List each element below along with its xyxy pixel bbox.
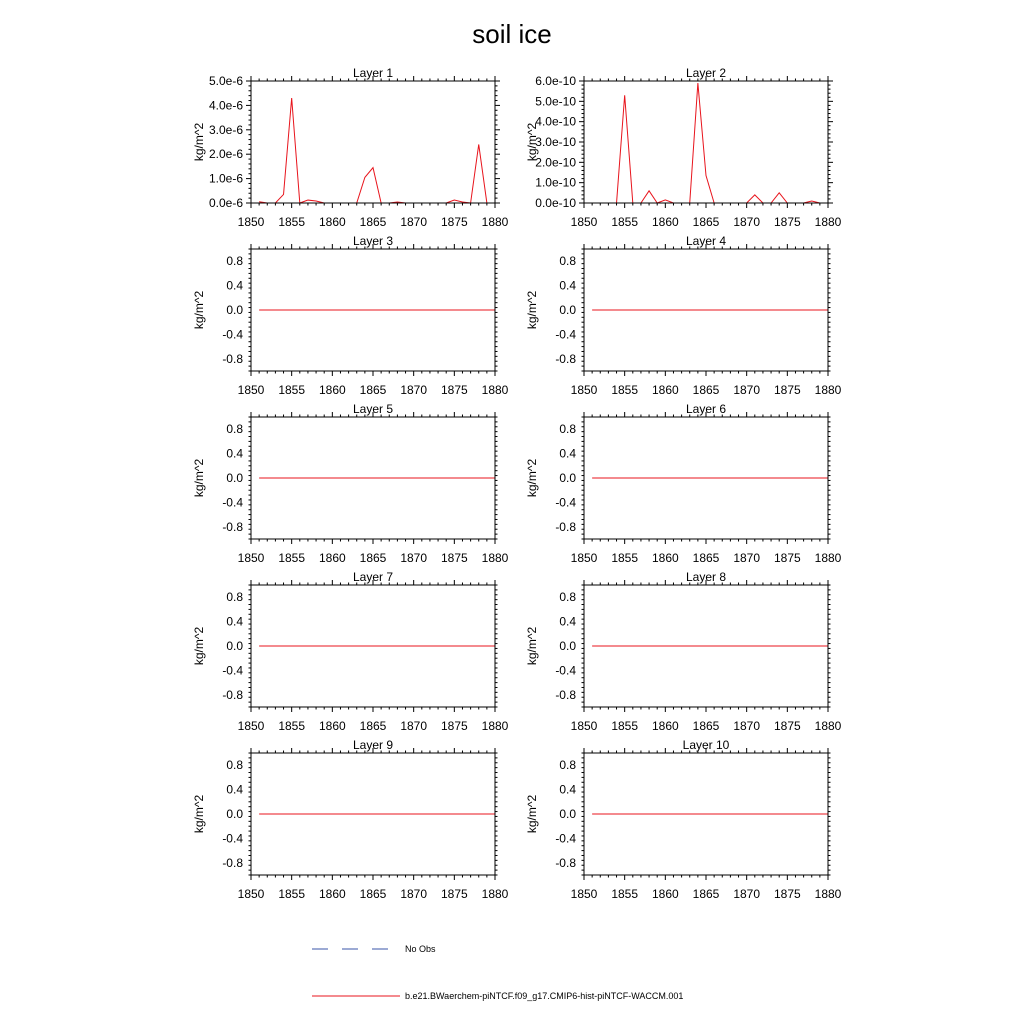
y-tick-label-layer-4: 0.8	[559, 254, 576, 269]
x-tick-label-layer-8: 1875	[773, 719, 801, 733]
y-tick-label-layer-3: 0.8	[226, 254, 243, 269]
legend-label-no-obs: No Obs	[405, 944, 436, 954]
x-tick-label-layer-4: 1860	[651, 383, 679, 397]
y-tick-label-layer-2: 5.0e-10	[535, 94, 576, 109]
y-axis-label-layer-6: kg/m^2	[525, 458, 539, 498]
panel-layer-9	[192, 738, 509, 901]
panel-layer-8	[525, 570, 842, 733]
x-tick-label-layer-9: 1855	[278, 887, 306, 901]
x-tick-label-layer-10: 1860	[651, 887, 679, 901]
y-tick-label-layer-3: 0.4	[226, 278, 243, 293]
panel-layer-4	[525, 234, 842, 397]
figure-title: soil ice	[472, 19, 552, 49]
x-tick-label-layer-6: 1880	[814, 551, 842, 565]
y-tick-label-layer-10: -0.8	[555, 855, 576, 870]
x-tick-label-layer-6: 1865	[692, 551, 720, 565]
y-tick-label-layer-9: 0.4	[226, 782, 243, 797]
y-tick-label-layer-8: -0.8	[555, 687, 576, 702]
x-tick-label-layer-7: 1870	[400, 719, 428, 733]
y-tick-label-layer-6: 0.4	[559, 446, 576, 461]
y-axis-label-layer-10: kg/m^2	[525, 794, 539, 834]
x-tick-label-layer-7: 1875	[440, 719, 468, 733]
panel-title-layer-2: Layer 2	[685, 66, 727, 80]
y-tick-label-layer-4: -0.8	[555, 351, 576, 366]
y-tick-label-layer-2: 2.0e-10	[535, 155, 576, 170]
x-tick-label-layer-4: 1870	[733, 383, 761, 397]
x-tick-label-layer-3: 1870	[400, 383, 428, 397]
x-tick-label-layer-4: 1855	[611, 383, 639, 397]
y-tick-label-layer-9: 0.8	[226, 758, 243, 773]
y-tick-label-layer-1: 1.0e-6	[208, 171, 243, 186]
panel-title-layer-1: Layer 1	[352, 66, 394, 80]
x-tick-label-layer-5: 1875	[440, 551, 468, 565]
y-tick-label-layer-7: 0.0	[226, 639, 243, 653]
y-tick-label-layer-2: 1.0e-10	[535, 175, 576, 190]
series-line-layer-1	[259, 98, 495, 203]
panel-layer-5	[192, 402, 509, 565]
x-tick-label-layer-4: 1865	[692, 383, 720, 397]
panels	[192, 66, 842, 901]
x-tick-label-layer-8: 1850	[570, 719, 598, 733]
legend-label-model: b.e21.BWaerchem-piNTCF.f09_g17.CMIP6-hist-piNTCF-WACCM.001	[405, 991, 684, 1001]
y-tick-label-layer-4: 0.0	[559, 303, 576, 317]
x-tick-label-layer-3: 1880	[481, 383, 509, 397]
y-tick-label-layer-5: -0.4	[222, 495, 243, 510]
x-tick-label-layer-2: 1850	[570, 215, 598, 229]
y-tick-label-layer-7: -0.4	[222, 663, 243, 678]
y-tick-label-layer-2: 4.0e-10	[535, 114, 576, 129]
panel-layer-6	[525, 402, 842, 565]
x-tick-label-layer-1: 1865	[359, 215, 387, 229]
y-tick-label-layer-10: 0.4	[559, 782, 576, 797]
x-tick-label-layer-7: 1865	[359, 719, 387, 733]
y-tick-label-layer-6: -0.4	[555, 495, 576, 510]
x-tick-label-layer-2: 1870	[733, 215, 761, 229]
y-tick-label-layer-2: 3.0e-10	[535, 135, 576, 149]
x-tick-label-layer-10: 1855	[611, 887, 639, 901]
x-tick-label-layer-1: 1880	[481, 215, 509, 229]
panel-title-layer-4: Layer 4	[685, 234, 727, 248]
x-tick-label-layer-1: 1875	[440, 215, 468, 229]
x-tick-label-layer-8: 1865	[692, 719, 720, 733]
y-tick-label-layer-6: -0.8	[555, 519, 576, 534]
x-tick-label-layer-5: 1860	[318, 551, 346, 565]
y-tick-label-layer-10: 0.0	[559, 807, 576, 821]
x-tick-label-layer-3: 1865	[359, 383, 387, 397]
plot-frame-layer-2	[584, 81, 828, 203]
x-tick-label-layer-7: 1855	[278, 719, 306, 733]
x-tick-label-layer-1: 1870	[400, 215, 428, 229]
legend	[312, 944, 683, 1001]
y-tick-label-layer-10: 0.8	[559, 758, 576, 773]
x-tick-label-layer-6: 1860	[651, 551, 679, 565]
y-tick-label-layer-9: -0.4	[222, 831, 243, 846]
panel-layer-7	[192, 570, 509, 733]
panel-layer-1	[192, 66, 509, 229]
y-tick-label-layer-3: -0.8	[222, 351, 243, 366]
y-tick-label-layer-5: 0.8	[226, 422, 243, 437]
panel-layer-3	[192, 234, 509, 397]
x-tick-label-layer-5: 1850	[237, 551, 265, 565]
y-tick-label-layer-7: -0.8	[222, 687, 243, 702]
y-axis-label-layer-7: kg/m^2	[192, 626, 206, 666]
x-tick-label-layer-3: 1850	[237, 383, 265, 397]
y-tick-label-layer-2: 0.0e-10	[535, 196, 576, 210]
x-tick-label-layer-9: 1870	[400, 887, 428, 901]
x-tick-label-layer-9: 1850	[237, 887, 265, 901]
x-tick-label-layer-6: 1855	[611, 551, 639, 565]
y-axis-label-layer-9: kg/m^2	[192, 794, 206, 834]
x-tick-label-layer-2: 1875	[773, 215, 801, 229]
x-tick-label-layer-9: 1880	[481, 887, 509, 901]
y-tick-label-layer-8: 0.0	[559, 639, 576, 653]
x-tick-label-layer-6: 1870	[733, 551, 761, 565]
x-tick-label-layer-6: 1850	[570, 551, 598, 565]
y-tick-label-layer-10: -0.4	[555, 831, 576, 846]
panel-layer-10	[525, 738, 842, 901]
x-tick-label-layer-7: 1880	[481, 719, 509, 733]
x-tick-label-layer-3: 1855	[278, 383, 306, 397]
x-tick-label-layer-8: 1855	[611, 719, 639, 733]
y-tick-label-layer-5: 0.0	[226, 471, 243, 485]
x-tick-label-layer-4: 1875	[773, 383, 801, 397]
y-tick-label-layer-3: 0.0	[226, 303, 243, 317]
panel-title-layer-5: Layer 5	[352, 402, 394, 416]
y-tick-label-layer-1: 2.0e-6	[208, 147, 243, 162]
panel-title-layer-8: Layer 8	[685, 570, 727, 584]
x-tick-label-layer-2: 1880	[814, 215, 842, 229]
panel-title-layer-3: Layer 3	[352, 234, 394, 248]
y-tick-label-layer-1: 3.0e-6	[208, 122, 243, 137]
y-tick-label-layer-1: 4.0e-6	[208, 98, 243, 113]
x-tick-label-layer-5: 1870	[400, 551, 428, 565]
y-axis-label-layer-1: kg/m^2	[192, 122, 206, 162]
panel-title-layer-10: Layer 10	[682, 738, 730, 752]
y-axis-label-layer-8: kg/m^2	[525, 626, 539, 666]
y-tick-label-layer-2: 6.0e-10	[535, 74, 576, 88]
x-tick-label-layer-1: 1860	[318, 215, 346, 229]
y-tick-label-layer-8: 0.4	[559, 614, 576, 629]
y-tick-label-layer-4: -0.4	[555, 327, 576, 342]
y-tick-label-layer-8: -0.4	[555, 663, 576, 678]
panel-title-layer-7: Layer 7	[352, 570, 394, 584]
x-tick-label-layer-3: 1875	[440, 383, 468, 397]
y-tick-label-layer-4: 0.4	[559, 278, 576, 293]
y-tick-label-layer-5: 0.4	[226, 446, 243, 461]
series-line-layer-2	[592, 83, 828, 203]
x-tick-label-layer-2: 1865	[692, 215, 720, 229]
x-tick-label-layer-7: 1850	[237, 719, 265, 733]
y-tick-label-layer-7: 0.4	[226, 614, 243, 629]
x-tick-label-layer-10: 1880	[814, 887, 842, 901]
x-tick-label-layer-6: 1875	[773, 551, 801, 565]
x-tick-label-layer-2: 1860	[651, 215, 679, 229]
y-tick-label-layer-9: -0.8	[222, 855, 243, 870]
x-tick-label-layer-8: 1880	[814, 719, 842, 733]
y-tick-label-layer-9: 0.0	[226, 807, 243, 821]
x-tick-label-layer-8: 1860	[651, 719, 679, 733]
x-tick-label-layer-1: 1850	[237, 215, 265, 229]
y-tick-label-layer-6: 0.8	[559, 422, 576, 437]
y-tick-label-layer-1: 0.0e-6	[208, 196, 243, 210]
y-axis-label-layer-5: kg/m^2	[192, 458, 206, 498]
x-tick-label-layer-10: 1865	[692, 887, 720, 901]
y-axis-label-layer-4: kg/m^2	[525, 290, 539, 330]
x-tick-label-layer-5: 1880	[481, 551, 509, 565]
panel-layer-2	[525, 66, 842, 229]
y-tick-label-layer-5: -0.8	[222, 519, 243, 534]
x-tick-label-layer-9: 1875	[440, 887, 468, 901]
y-tick-label-layer-8: 0.8	[559, 590, 576, 605]
x-tick-label-layer-5: 1855	[278, 551, 306, 565]
y-axis-label-layer-3: kg/m^2	[192, 290, 206, 330]
panel-title-layer-6: Layer 6	[685, 402, 727, 416]
panel-title-layer-9: Layer 9	[352, 738, 394, 752]
y-axis-label-layer-2: kg/m^2	[525, 122, 539, 162]
x-tick-label-layer-4: 1850	[570, 383, 598, 397]
y-tick-label-layer-6: 0.0	[559, 471, 576, 485]
y-tick-label-layer-1: 5.0e-6	[208, 74, 243, 88]
x-tick-label-layer-9: 1865	[359, 887, 387, 901]
x-tick-label-layer-10: 1875	[773, 887, 801, 901]
y-tick-label-layer-3: -0.4	[222, 327, 243, 342]
x-tick-label-layer-5: 1865	[359, 551, 387, 565]
x-tick-label-layer-1: 1855	[278, 215, 306, 229]
x-tick-label-layer-9: 1860	[318, 887, 346, 901]
x-tick-label-layer-8: 1870	[733, 719, 761, 733]
x-tick-label-layer-10: 1870	[733, 887, 761, 901]
x-tick-label-layer-3: 1860	[318, 383, 346, 397]
y-tick-label-layer-7: 0.8	[226, 590, 243, 605]
x-tick-label-layer-7: 1860	[318, 719, 346, 733]
x-tick-label-layer-2: 1855	[611, 215, 639, 229]
x-tick-label-layer-4: 1880	[814, 383, 842, 397]
x-tick-label-layer-10: 1850	[570, 887, 598, 901]
